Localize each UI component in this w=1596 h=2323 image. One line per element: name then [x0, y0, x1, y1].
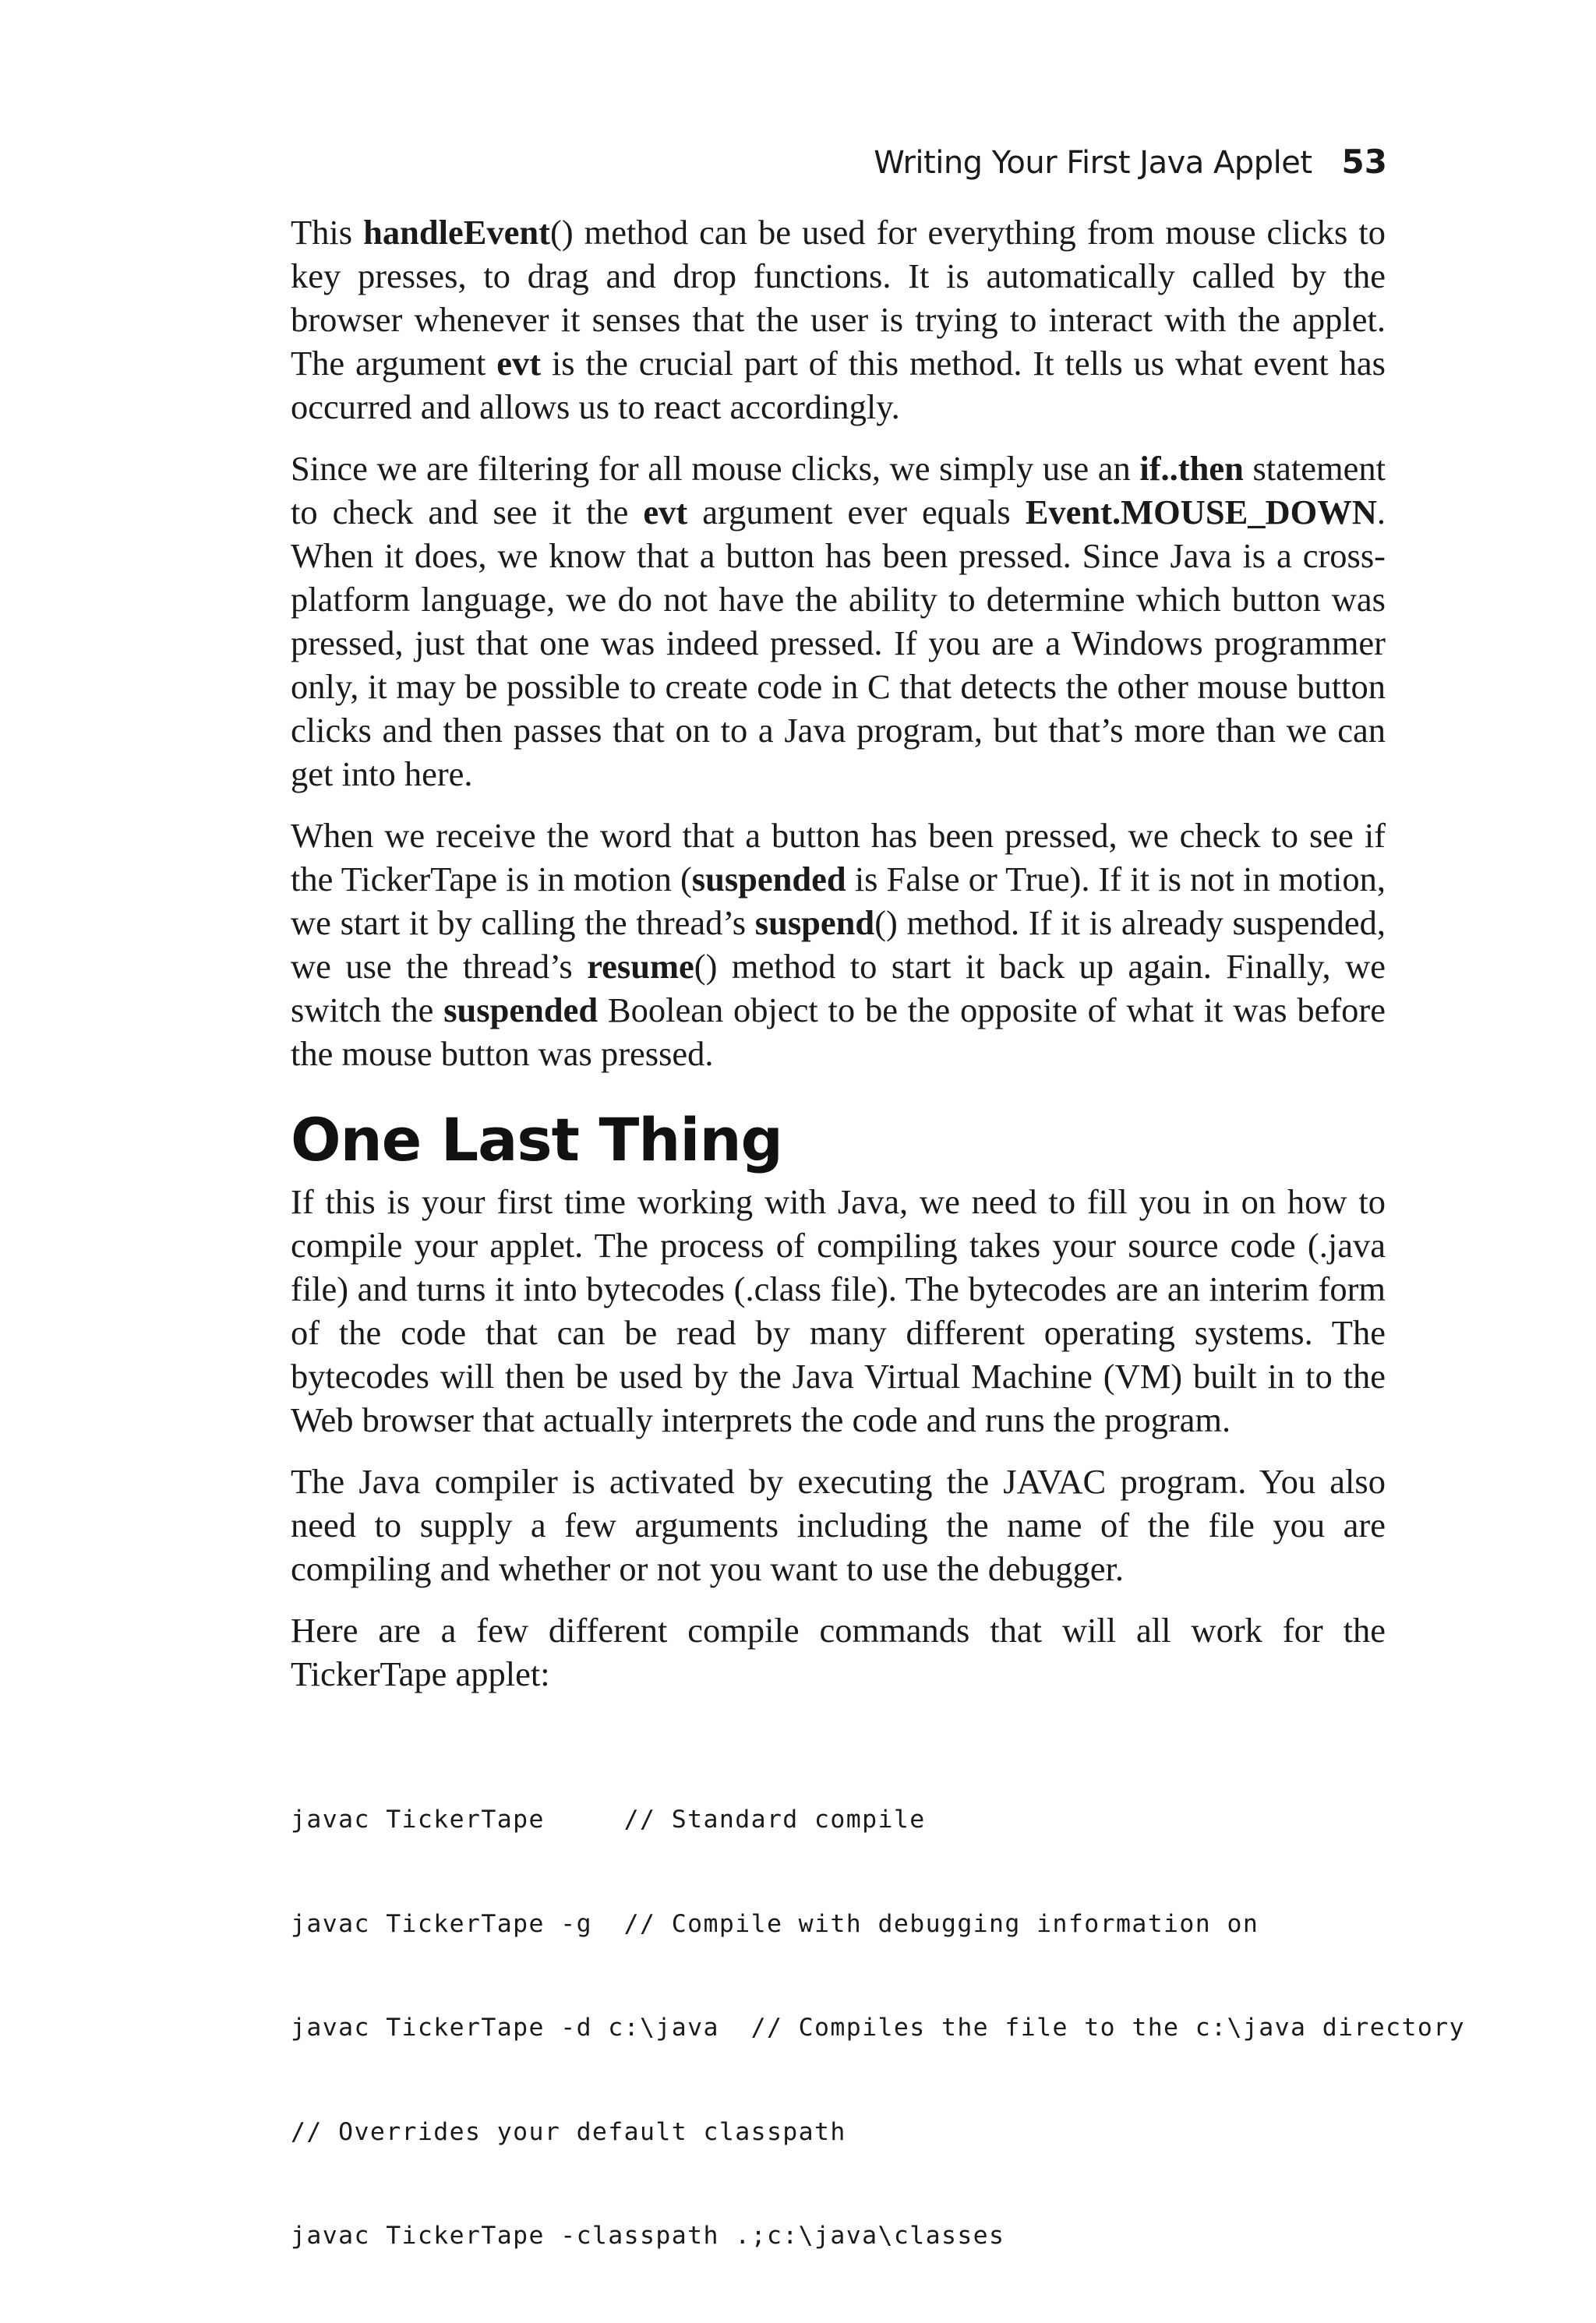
p2-bold-if-then: if..then — [1139, 449, 1244, 488]
p3-bold-suspended: suspended — [691, 860, 846, 898]
code-line-3: javac TickerTape -d c:\java // Compiles the file to the c:\java directory — [291, 2014, 1465, 2042]
paragraph-1 — [291, 210, 1386, 429]
section-heading: One Last Thing — [291, 1105, 782, 1174]
running-head — [874, 143, 1387, 181]
p3-text-2: is False or True). If it is not in motion, we start it by calling the thread’s — [291, 860, 1386, 942]
page-body — [291, 210, 1465, 2323]
running-head-title: Writing Your First Java Applet — [874, 145, 1312, 181]
p3-bold-suspended-2: suspended — [443, 990, 598, 1029]
paragraph-2 — [291, 447, 1386, 796]
page-number: 53 — [1341, 143, 1387, 181]
paragraph-3 — [291, 814, 1386, 1075]
code-line-4: // Overrides your default classpath — [291, 2117, 846, 2146]
p1-bold-handleevent: handleEvent — [363, 213, 551, 252]
p2-text-3: argument ever equals — [687, 492, 1026, 531]
p3-text-3: () method. If it is already suspended, we use the thread’s — [291, 903, 1386, 986]
p2-text-2: statement to check and see it the — [291, 449, 1386, 531]
p1-text-3: is the crucial part of this method. It tells us what event has occurred and allows us to react accordingly. — [291, 344, 1386, 426]
p1-text-1: This — [291, 213, 364, 252]
p3-text-5: Boolean object to be the opposite of what it was before the mouse button was pressed. — [291, 990, 1386, 1073]
p2-text-1: Since we are filtering for all mouse clicks, we simply use an — [291, 449, 1140, 488]
code-block — [291, 1733, 1465, 2323]
p3-bold-resume: resume — [587, 947, 694, 986]
p3-text-4: () method to start it back up again. Finally, we switch the — [291, 947, 1386, 1029]
p1-text-2: () method can be used for everything from mouse clicks to key presses, to drag and drop functions. It is automatically called by the browser whenever it senses that the user is trying to interact with the applet. The argument — [291, 213, 1386, 383]
paragraph-5: The Java compiler is activated by executing the JAVAC program. You also need to supply a few arguments including the name of the file you are compiling and whether or not you want to use the debugger. — [291, 1462, 1386, 1588]
paragraph-4: If this is your first time working with Java, we need to fill you in on how to compile your applet. The process of compiling takes your source code (.java file) and turns it into bytecodes (.class file). The bytecodes are an interim form of the code that can be read by many different operating systems. The bytecodes will then be used by the Java Virtual Machine (VM) built in to the Web browser that actually interprets the code and runs the program. — [291, 1182, 1386, 1439]
p3-bold-suspend: suspend — [754, 903, 875, 942]
p2-text-4: . When it does, we know that a button has been pressed. Since Java is a cross-platform language, we do not have the ability to determine which button was pressed, just that one was indeed pressed. If you are a Windows programmer only, it may be possible to create code in C that detects the other mouse button clicks and then passes that on to a Java program, but that’s more than we can get into here. — [291, 492, 1386, 793]
p3-text-1: When we receive the word that a button has been pressed, we check to see if the TickerTape is in motion ( — [291, 816, 1386, 898]
p2-bold-mouse-down: Event.MOUSE_DOWN — [1025, 492, 1377, 531]
p2-bold-evt: evt — [643, 492, 688, 531]
p1-bold-evt: evt — [496, 344, 542, 383]
code-line-2: javac TickerTape -g // Compile with debugging information on — [291, 1909, 1259, 1938]
code-line-5: javac TickerTape -classpath .;c:\java\classes — [291, 2222, 1005, 2250]
paragraph-6: Here are a few different compile commands that will all work for the TickerTape applet: — [291, 1611, 1386, 1693]
code-line-1: javac TickerTape // Standard compile — [291, 1806, 926, 1834]
